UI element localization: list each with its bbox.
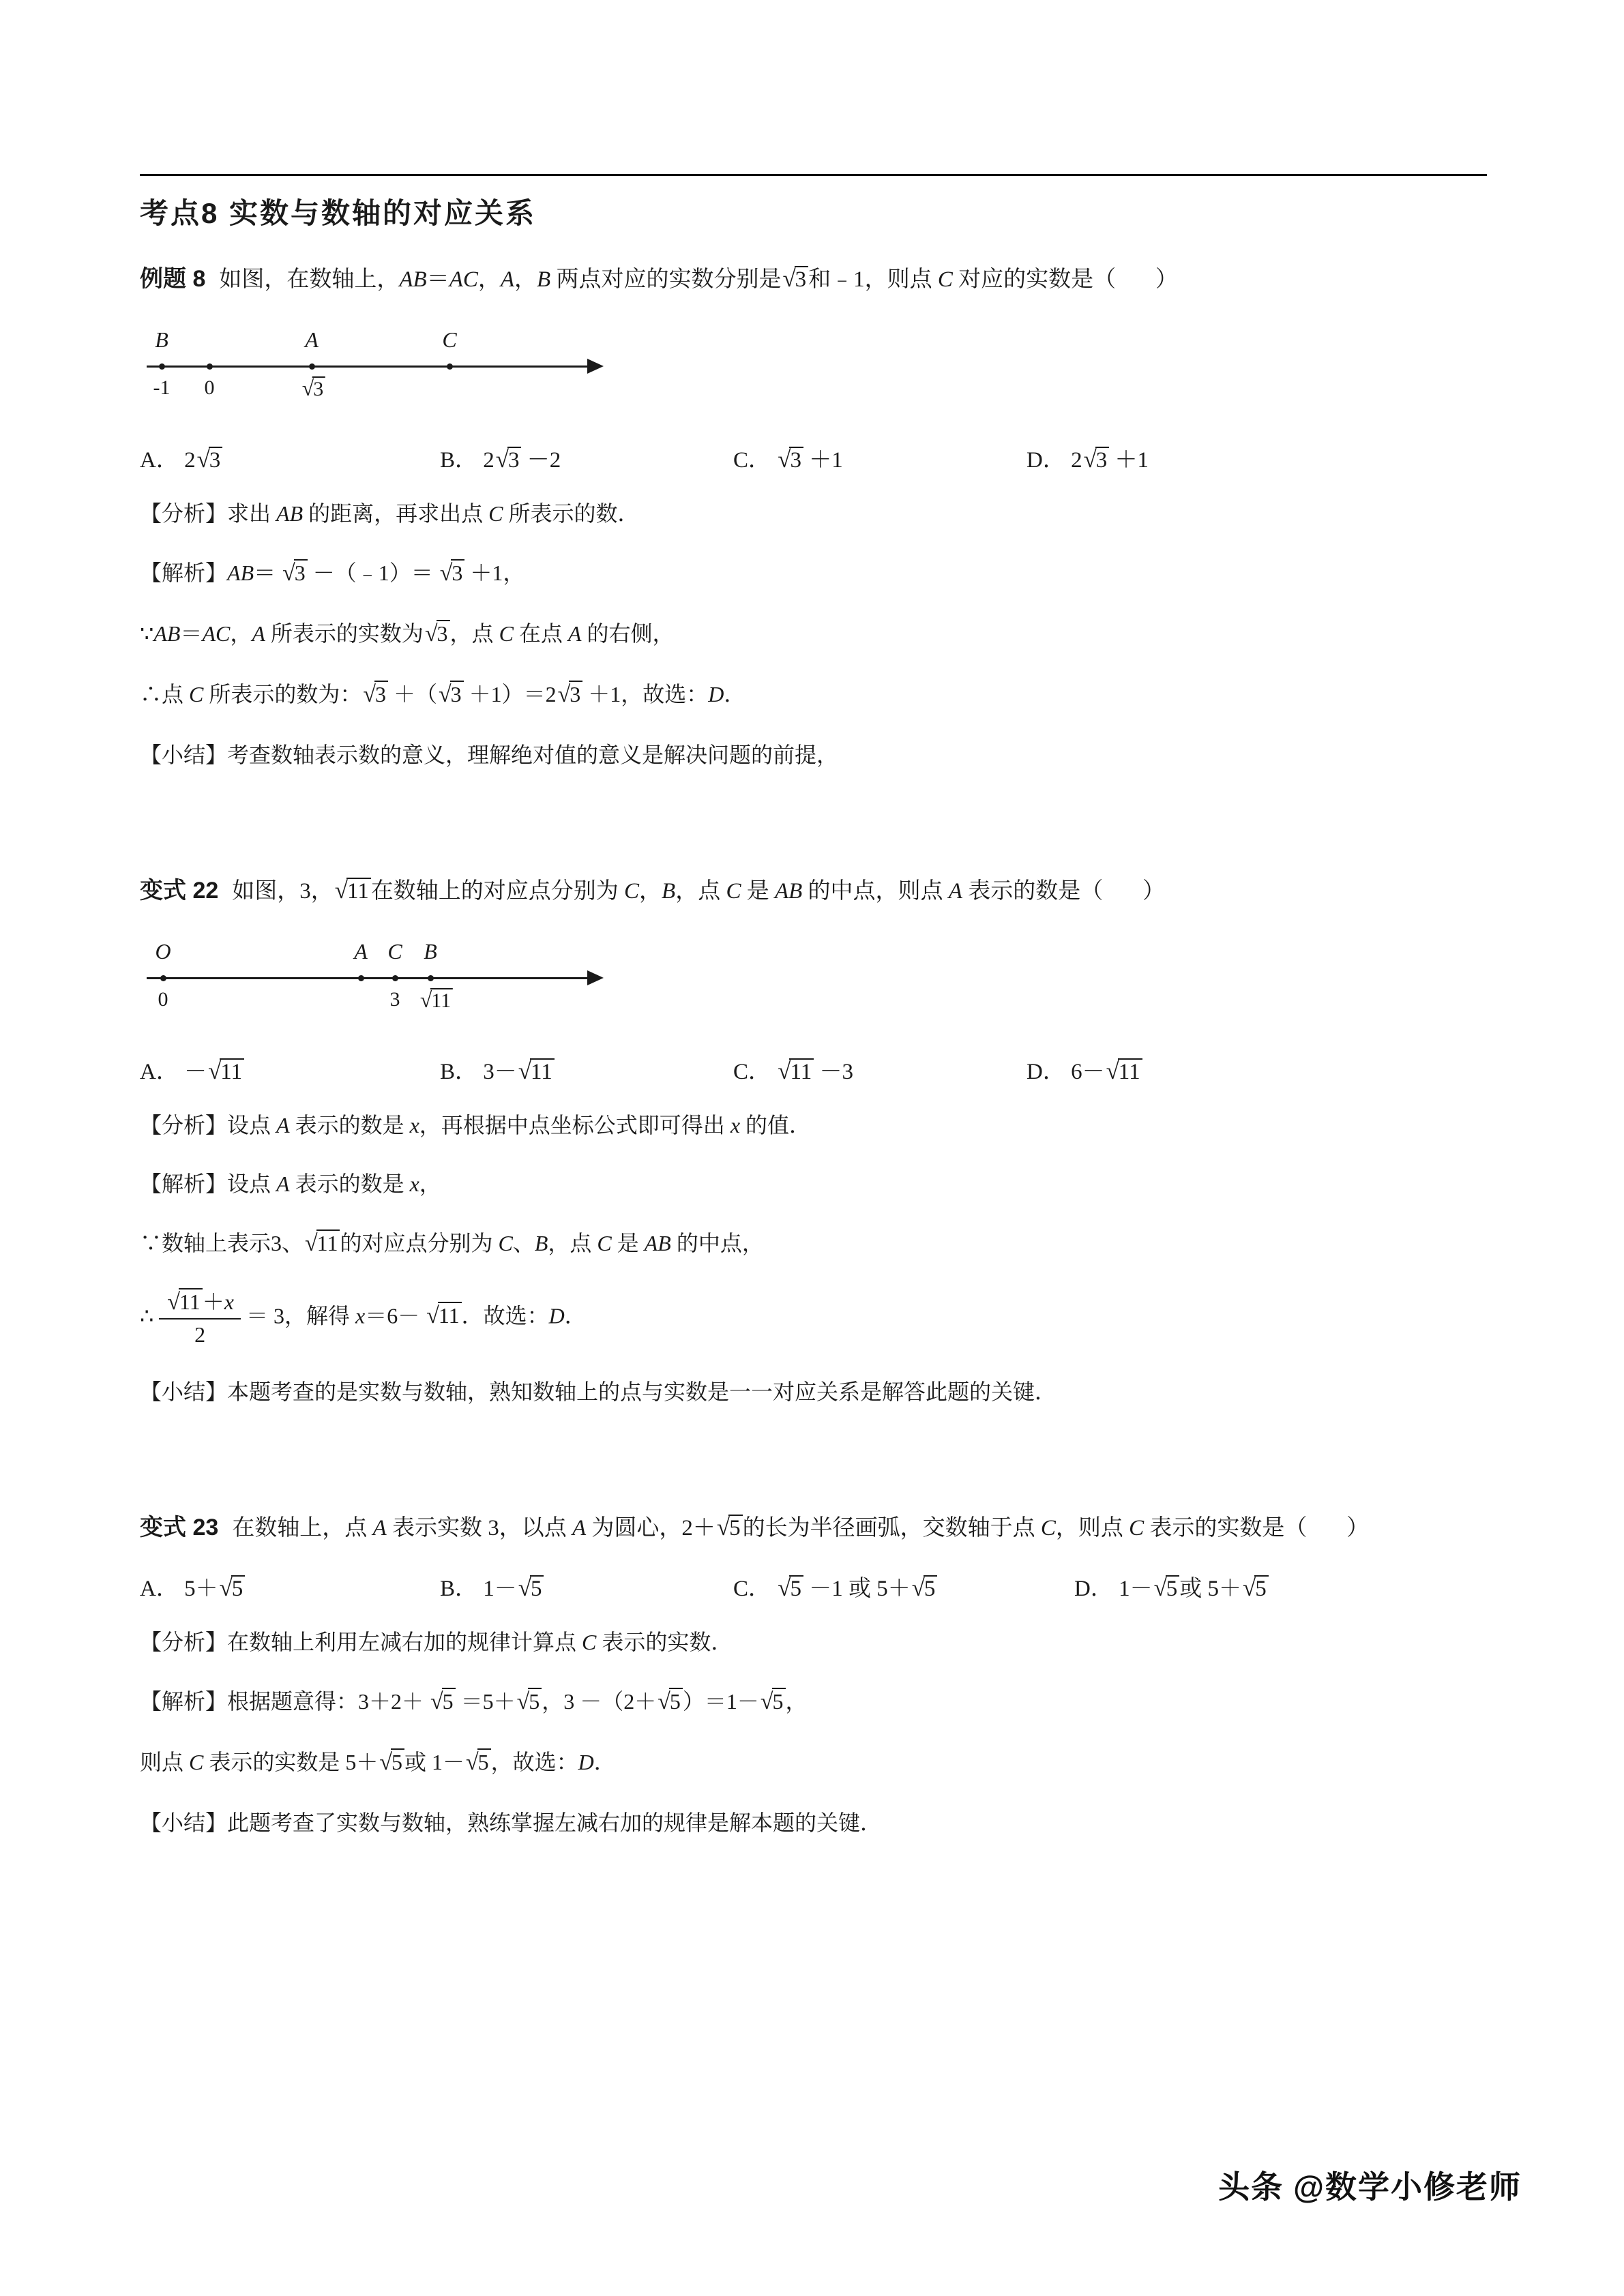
stem-text: 如图，在数轴上，AB＝AC，A，B 两点对应的实数分别是√3和﹣1，则点 C 对应的实数是（ ）: [219, 265, 1178, 292]
summary-line: [140, 736, 1487, 774]
solution-text-2-1: 设点 A 表示的数是 x，: [227, 1171, 441, 1196]
choice-d[interactable]: D． 1－√5或 5＋√5: [1074, 1570, 1269, 1602]
choice-a[interactable]: A． 2√3: [140, 442, 440, 474]
midpoint-fraction: $\frac{√11+x}{2}$: [159, 1288, 241, 1348]
choice-c[interactable]: C． √11 －3: [733, 1057, 853, 1084]
axis-value-a: √3: [301, 376, 325, 402]
solution-tag-2: 【解析】: [140, 1171, 228, 1196]
stem-text-3: 在数轴上，点 A 表示实数 3，以点 A 为圆心，2＋√5的长为半径画弧，交数轴于点 C，则点 C 表示的实数是（ ）: [232, 1514, 1370, 1541]
watermark: [1218, 2162, 1522, 2207]
choice-d[interactable]: D． 6－√11: [1027, 1054, 1142, 1086]
solution-text-1: AB＝ √3 －（﹣1）＝ √3 ＋1，: [227, 560, 525, 586]
summary-tag: 【小结】: [140, 742, 228, 767]
page-title: 考点8 实数与数轴的对应关系: [140, 197, 537, 229]
axis-1: [147, 316, 624, 419]
watermark-prefix: 头条: [1218, 2169, 1284, 2205]
number-line-figure-1: [140, 316, 1487, 419]
axis-label-c2: C: [387, 938, 402, 964]
axis-point-c: [447, 363, 453, 370]
axis-point-c2: [392, 975, 398, 981]
choice-a[interactable]: A． －√11: [140, 1054, 440, 1086]
axis-point-origin: [207, 363, 213, 370]
axis-point-b: [159, 363, 165, 370]
problem-label-2: 变式 22: [140, 877, 219, 904]
summary-tag-3: 【小结】: [140, 1810, 228, 1835]
axis-line: [147, 977, 589, 979]
choice-d[interactable]: D． 2√3 ＋1: [1027, 445, 1149, 473]
analysis-text-2: 设点 A 表示的数是 x，再根据中点坐标公式即可得出 x 的值．: [227, 1112, 812, 1137]
choices-list-3: [140, 1570, 1487, 1602]
problem-stem-3: [140, 1508, 1487, 1547]
choice-d-key: D．: [1074, 1576, 1113, 1601]
header-rule: [140, 174, 1487, 176]
choice-c-key: C．: [733, 1059, 771, 1084]
choice-b-key: B．: [440, 1576, 478, 1601]
solution-text-3-1: 根据题意得：3＋2＋ √5 ＝5＋√5，3 －（2＋√5）＝1－√5，: [227, 1688, 808, 1714]
axis-point-a2: [358, 975, 364, 981]
choice-d-key: D．: [1027, 447, 1065, 473]
choice-b[interactable]: B． 1－√5: [440, 1570, 733, 1602]
solution-line-2: ∵AB＝AC，A 所表示的实数为√3，点 C 在点 A 的右侧，: [140, 621, 675, 647]
choices-list-1: [140, 442, 1487, 474]
choice-b-key: B．: [440, 447, 478, 473]
axis-value-c2: 3: [389, 987, 400, 1011]
summary-tag-2: 【小结】: [140, 1380, 228, 1405]
solution-tag: 【解析】: [140, 560, 228, 585]
summary-line-3: [140, 1804, 1487, 1842]
analysis-text: 求出 AB 的距离，再求出点 C 所表示的数．: [227, 501, 640, 526]
axis-point-o: [160, 975, 166, 981]
choice-c[interactable]: C． √5 －1 或 5＋√5: [733, 1570, 1074, 1602]
analysis-tag-3: 【分析】: [140, 1629, 228, 1654]
axis-label-b: B: [155, 327, 168, 352]
choices-list-2: [140, 1054, 1487, 1086]
solution-line-2-3: ∴ $\frac{√11+x}{2}$ ＝ 3，解得 x＝6－ √11．故选：D．: [140, 1289, 587, 1347]
summary-text-3: 此题考查了实数与数轴，熟练掌握左减右加的规律是解本题的关键．: [227, 1810, 883, 1835]
solution-line-3-1: [140, 1682, 1487, 1722]
number-line-figure-2: [140, 928, 1487, 1030]
analysis-text-3: 在数轴上利用左减右加的规律计算点 C 表示的实数．: [227, 1629, 733, 1654]
choice-b[interactable]: B． 3－√11: [440, 1054, 733, 1086]
axis-label-c: C: [442, 327, 457, 352]
problem-label-3: 变式 23: [140, 1515, 219, 1541]
solution-line-2-1: [140, 1165, 1487, 1203]
choice-c-key: C．: [733, 447, 771, 473]
axis-arrow-icon: [587, 970, 604, 985]
problem-variant-22: [140, 871, 1487, 1411]
axis-arrow-icon: [587, 359, 604, 374]
axis-label-a: A: [305, 327, 319, 352]
choice-c[interactable]: C． √3 ＋1: [733, 445, 843, 473]
analysis-tag-2: 【分析】: [140, 1112, 228, 1137]
axis-point-a: [309, 363, 315, 370]
axis-value-origin: 0: [204, 376, 215, 399]
solution-line-3: ∴点 C 所表示的数为：√3 ＋（√3 ＋1）＝2√3 ＋1，故选：D．: [140, 682, 746, 708]
choice-a-key: A．: [140, 1059, 179, 1084]
choice-b[interactable]: B． 2√3 －2: [440, 445, 561, 473]
axis-value-b2: √11: [419, 988, 453, 1013]
watermark-name: @数学小修老师: [1293, 2169, 1522, 2205]
analysis-line-3: [140, 1623, 1487, 1661]
axis-value-o: 0: [158, 987, 168, 1011]
analysis-line: [140, 494, 1487, 533]
problem-variant-23: [140, 1508, 1487, 1841]
choice-b-key: B．: [440, 1059, 478, 1084]
choice-a[interactable]: A． 5＋√5: [140, 1570, 440, 1602]
solution-line-3-2: 则点 C 表示的实数是 5＋√5或 1－√5，故选：D．: [140, 1750, 616, 1776]
summary-text: 考查数轴表示数的意义，理解绝对值的意义是解决问题的前提，: [227, 742, 839, 767]
axis-point-b2: [428, 975, 434, 981]
solution-tag-3: 【解析】: [140, 1688, 228, 1714]
problem-label: 例题 8: [140, 266, 206, 292]
analysis-line-2: [140, 1106, 1487, 1144]
summary-line-2: [140, 1373, 1487, 1411]
summary-text-2: 本题考查的是实数与数轴，熟知数轴上的点与实数是一一对应关系是解答此题的关键．: [227, 1380, 1057, 1405]
axis-2: [147, 928, 624, 1030]
choice-d-key: D．: [1027, 1059, 1065, 1084]
solution-line-1: [140, 553, 1487, 593]
axis-label-o: O: [155, 938, 171, 964]
solution-line-2-2: ∵数轴上表示3、√11的对应点分别为 C、B，点 C 是 AB 的中点，: [140, 1230, 764, 1256]
problem-example-8: [140, 259, 1487, 774]
axis-value-b: -1: [153, 376, 171, 399]
page-content: [140, 174, 1487, 1862]
choice-c-key: C．: [733, 1576, 771, 1601]
axis-label-a2: A: [354, 938, 368, 964]
problem-stem: [140, 259, 1487, 299]
axis-label-b2: B: [424, 938, 437, 964]
problem-stem-2: [140, 871, 1487, 910]
block-spacer-2: [140, 1431, 1487, 1490]
stem-text-2: 如图，3，√11在数轴上的对应点分别为 C，B，点 C 是 AB 的中点，则点 A 表示的数是（ ）: [232, 876, 1165, 904]
analysis-tag: 【分析】: [140, 501, 228, 526]
block-spacer-1: [140, 794, 1487, 853]
choice-a-key: A．: [140, 447, 179, 473]
choice-a-key: A．: [140, 1576, 179, 1601]
axis-line: [147, 366, 589, 368]
